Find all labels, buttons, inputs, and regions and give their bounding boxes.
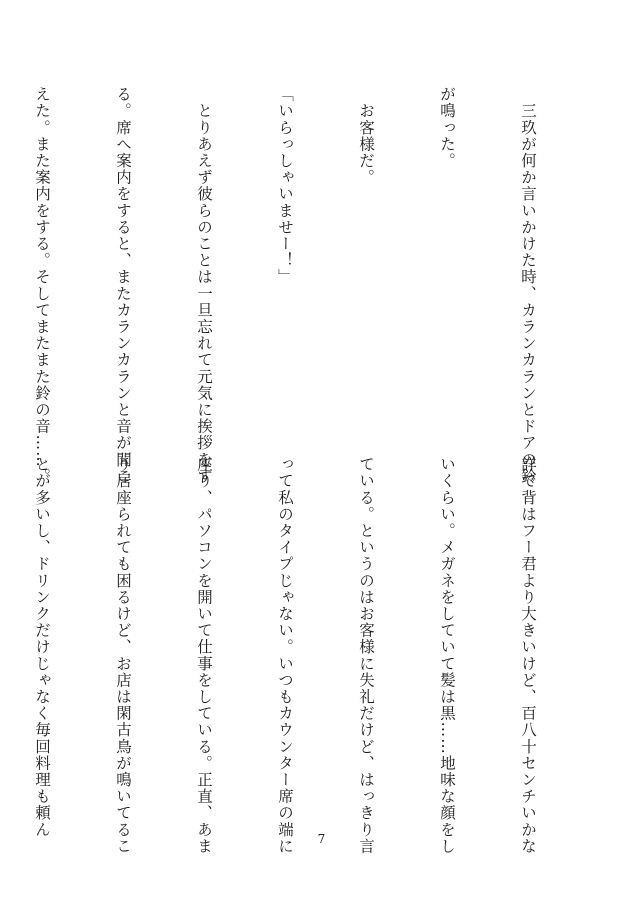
text-line: いくらい。メガネをしていて髪は黒……地味な顔をし [438,456,456,855]
text-line: る。席へ案内をすると、またカランカランと音が聞こ [114,86,132,485]
text-line: 三玖が何か言いかけた時、カランカランとドアの鈴 [519,86,537,485]
text-line: お客様だ。 [357,86,375,186]
text-block-top [33,86,595,485]
text-line: えた。また案内をする。そしてまたまた鈴の音……。 [33,86,51,485]
text-line: ている。というのはお客様に失礼だけど、はっきり言 [357,456,375,855]
page-number: 7 [317,832,326,846]
text-block-bottom [33,456,595,855]
text-line: が鳴った。 [438,86,456,169]
text-line: って私のタイプじゃない。いつもカウンター席の端に [276,456,294,855]
text-line: 詳で背はフー君より大きいけど、百八十センチいかな [519,456,537,855]
text-line: とが多いし、ドリンクだけじゃなく毎回料理も頼ん [33,456,51,838]
text-line: 座り、パソコンを開いて仕事をしている。正直、あま [195,456,213,855]
text-line: とりあえず彼らのことは一旦忘れて元気に挨拶をす [195,86,213,485]
text-line: り居座られても困るけど、お店は閑古鳥が鳴いてるこ [114,456,132,855]
text-line: 「いらっしゃいませー！」 [276,86,294,286]
